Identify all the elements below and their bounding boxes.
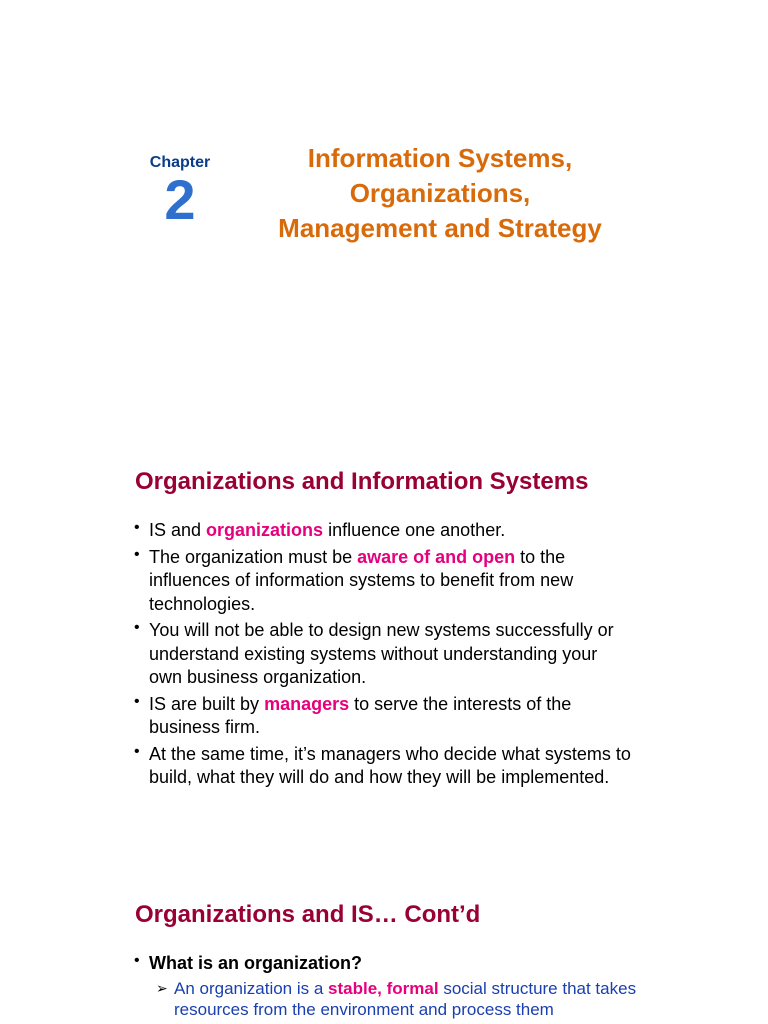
bullet-item: • At the same time, it’s managers who decide what systems to build, what they will do and how they will be implemented.: [132, 743, 632, 790]
section-heading: Organizations and Information Systems: [135, 468, 589, 495]
title-line: Organizations,: [349, 178, 531, 208]
chapter-number: 2: [164, 168, 196, 231]
chapter-label: Chapter: [149, 154, 211, 171]
bullet-dot-icon: •: [134, 619, 140, 636]
bullet-dot-icon: •: [134, 742, 140, 760]
arrow-bullet-icon: ➢: [156, 980, 168, 996]
bullet-item: • You will not be able to design new systems successfully or understand existing systems without understanding your own business organization.: [132, 619, 632, 690]
highlight-text: organizations: [206, 520, 324, 540]
chapter-block: [140, 154, 220, 231]
bullet-dot-icon: •: [134, 692, 140, 710]
bullet-dot-icon: •: [134, 952, 140, 969]
section-heading: Organizations and IS… Cont’d: [135, 901, 481, 928]
highlight-text: managers: [264, 693, 350, 714]
bullet-item: • The organization must be aware of and open to the influences of information systems to benefit from new technologies.: [132, 546, 632, 617]
bullet-item: • IS are built by managers to serve the interests of the business firm.: [132, 693, 632, 740]
bullet-dot-icon: •: [134, 545, 140, 563]
bullet-list: [132, 952, 632, 979]
sub-bullet-item: ➢ An organization is a stable, formal social structure that takes resources from the environment and process them: [156, 979, 637, 1019]
title-line: Information Systems,: [307, 143, 573, 173]
bullet-dot-icon: •: [134, 519, 140, 536]
bullet-item: • IS and organizations influence one another.: [132, 519, 632, 543]
title-line: Management and Strategy: [278, 213, 602, 243]
highlight-text: aware of and open: [357, 546, 516, 567]
bullet-item: • What is an organization?: [132, 952, 632, 976]
highlight-text: stable, formal: [328, 979, 439, 998]
chapter-title: [240, 141, 640, 246]
bullet-list: [132, 519, 632, 793]
